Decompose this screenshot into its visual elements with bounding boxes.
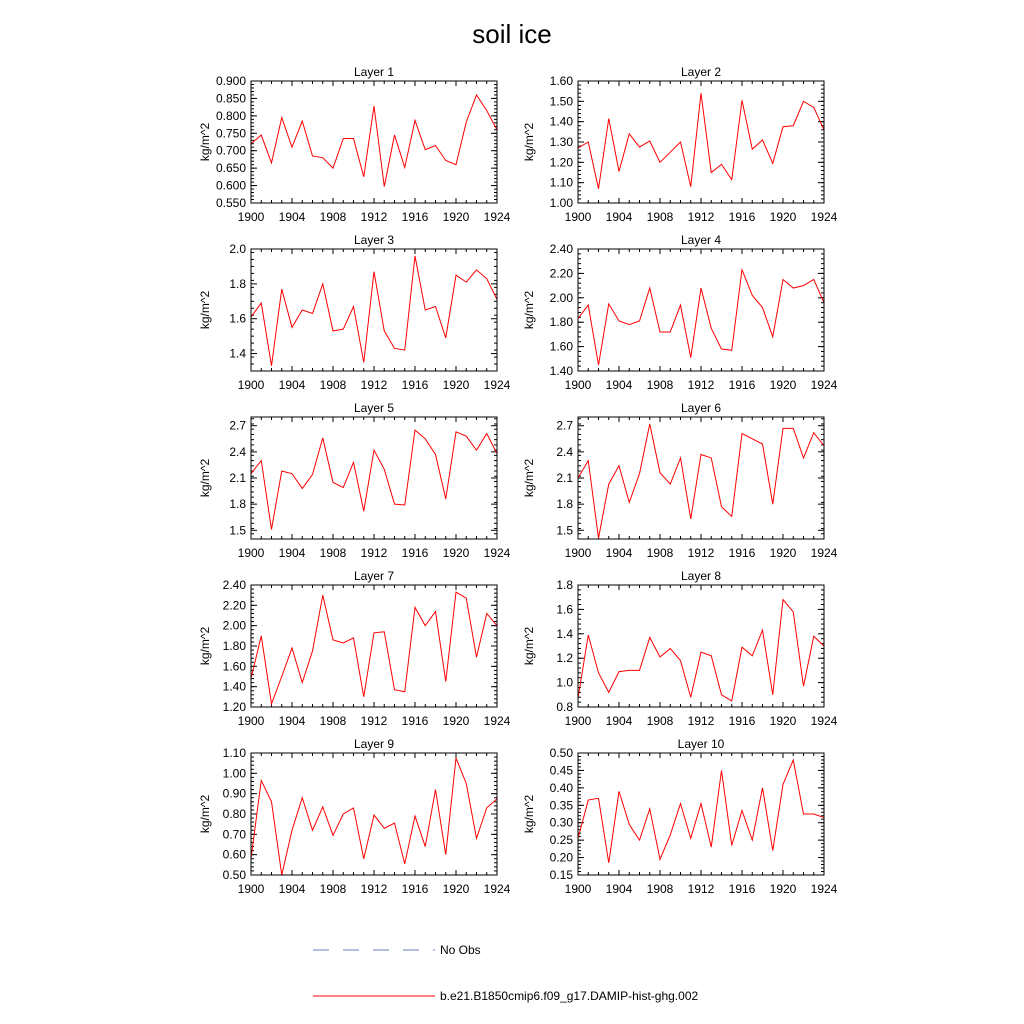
y-tick-label: 1.50 — [549, 94, 573, 109]
y-tick-label: 0.35 — [549, 798, 573, 813]
x-tick-label: 1916 — [728, 546, 756, 560]
y-tick-label: 0.8 — [556, 700, 573, 714]
plot-frame — [578, 249, 824, 371]
x-tick-label: 1916 — [401, 546, 429, 560]
x-tick-label: 1900 — [564, 882, 592, 896]
panel-title: Layer 7 — [353, 569, 395, 583]
x-tick-label: 1908 — [319, 546, 347, 560]
panel-title: Layer 1 — [353, 65, 395, 79]
x-tick-label: 1904 — [278, 546, 306, 560]
y-tick-label: 1.8 — [229, 276, 246, 291]
panel-layer-10 — [522, 737, 838, 896]
x-tick-label: 1904 — [605, 210, 633, 224]
x-tick-label: 1900 — [237, 210, 265, 224]
x-tick-label: 1908 — [319, 714, 347, 728]
x-tick-label: 1920 — [442, 882, 470, 896]
y-tick-label: 1.60 — [549, 74, 573, 88]
x-tick-label: 1920 — [769, 378, 797, 392]
y-axis-label: kg/m^2 — [198, 458, 212, 498]
y-tick-label: 0.850 — [215, 91, 246, 106]
x-tick-label: 1916 — [728, 210, 756, 224]
x-tick-label: 1912 — [360, 882, 388, 896]
y-tick-label: 0.70 — [222, 827, 246, 842]
x-tick-label: 1916 — [401, 210, 429, 224]
panel-layer-1 — [198, 65, 511, 224]
x-tick-label: 1920 — [769, 882, 797, 896]
y-tick-label: 2.40 — [549, 242, 573, 256]
y-tick-label: 1.10 — [549, 175, 573, 190]
panel-layer-5 — [198, 401, 511, 560]
x-tick-label: 1912 — [687, 546, 715, 560]
panel-title: Layer 10 — [677, 737, 725, 751]
y-tick-label: 0.25 — [549, 833, 573, 848]
x-tick-label: 1904 — [278, 378, 306, 392]
x-tick-label: 1908 — [646, 882, 674, 896]
series-line-1 — [578, 600, 824, 701]
y-tick-label: 1.5 — [229, 523, 246, 538]
y-axis-label: kg/m^2 — [522, 794, 536, 834]
x-tick-label: 1924 — [810, 378, 838, 392]
x-tick-label: 1924 — [483, 210, 511, 224]
y-tick-label: 1.80 — [549, 315, 573, 330]
panel-title: Layer 5 — [353, 401, 395, 415]
y-tick-label: 1.4 — [229, 346, 246, 361]
x-tick-label: 1900 — [564, 378, 592, 392]
series-line-1 — [251, 430, 497, 529]
y-tick-label: 1.80 — [222, 639, 246, 653]
series-line-1 — [578, 760, 824, 863]
x-tick-label: 1908 — [646, 546, 674, 560]
x-tick-label: 1920 — [442, 546, 470, 560]
x-tick-label: 1916 — [401, 714, 429, 728]
y-tick-label: 1.6 — [229, 311, 246, 326]
y-axis-label: kg/m^2 — [198, 626, 212, 666]
panel-title: Layer 8 — [680, 569, 722, 583]
x-tick-label: 1920 — [769, 714, 797, 728]
panel-title: Layer 4 — [680, 233, 722, 247]
x-tick-label: 1900 — [237, 546, 265, 560]
x-tick-label: 1900 — [564, 210, 592, 224]
y-tick-label: 1.8 — [229, 497, 246, 512]
y-axis-label: kg/m^2 — [198, 794, 212, 834]
x-tick-label: 1900 — [237, 882, 265, 896]
panel-layer-4 — [522, 233, 838, 392]
series-line-1 — [251, 758, 497, 875]
y-axis-label: kg/m^2 — [522, 626, 536, 666]
y-tick-label: 1.60 — [549, 339, 573, 354]
y-tick-label: 2.20 — [549, 266, 573, 281]
y-tick-label: 0.60 — [222, 847, 246, 862]
y-tick-label: 1.20 — [222, 700, 246, 714]
x-tick-label: 1924 — [483, 882, 511, 896]
panel-layer-3 — [198, 233, 511, 392]
y-tick-label: 0.15 — [549, 868, 573, 882]
x-tick-label: 1912 — [360, 378, 388, 392]
y-tick-label: 0.600 — [215, 178, 246, 193]
y-tick-label: 1.20 — [549, 155, 573, 170]
y-tick-label: 2.40 — [222, 578, 246, 592]
y-tick-label: 0.700 — [215, 143, 246, 158]
x-tick-label: 1924 — [810, 546, 838, 560]
y-tick-label: 1.40 — [549, 364, 573, 378]
series-line-1 — [251, 256, 497, 366]
y-tick-label: 2.20 — [222, 598, 246, 613]
legend-model-label: b.e21.B1850cmip6.f09_g17.DAMIP-hist-ghg.002 — [440, 989, 699, 1003]
x-tick-label: 1904 — [605, 546, 633, 560]
x-tick-label: 1912 — [360, 210, 388, 224]
y-tick-label: 1.4 — [556, 626, 573, 641]
x-tick-label: 1904 — [605, 714, 633, 728]
x-tick-label: 1900 — [564, 546, 592, 560]
y-tick-label: 0.900 — [215, 74, 246, 88]
series-line-1 — [578, 270, 824, 365]
y-tick-label: 0.750 — [215, 126, 246, 141]
series-line-1 — [578, 93, 824, 189]
y-axis-label: kg/m^2 — [198, 290, 212, 330]
y-tick-label: 1.8 — [556, 497, 573, 512]
x-tick-label: 1924 — [810, 714, 838, 728]
y-tick-label: 1.40 — [222, 679, 246, 694]
y-tick-label: 0.90 — [222, 786, 246, 801]
x-tick-label: 1912 — [687, 378, 715, 392]
panel-title: Layer 6 — [680, 401, 722, 415]
x-tick-label: 1904 — [278, 882, 306, 896]
y-tick-label: 1.2 — [556, 651, 573, 666]
x-tick-label: 1904 — [605, 882, 633, 896]
x-tick-label: 1916 — [401, 378, 429, 392]
plot-frame — [578, 753, 824, 875]
y-axis-label: kg/m^2 — [522, 122, 536, 162]
y-tick-label: 1.6 — [556, 602, 573, 617]
x-tick-label: 1912 — [687, 882, 715, 896]
y-tick-label: 1.0 — [556, 675, 573, 690]
y-tick-label: 1.5 — [556, 523, 573, 538]
plot-frame — [251, 81, 497, 203]
y-tick-label: 1.40 — [549, 114, 573, 129]
x-tick-label: 1916 — [728, 882, 756, 896]
y-tick-label: 0.50 — [222, 868, 246, 882]
y-axis-label: kg/m^2 — [198, 122, 212, 162]
plot-frame — [251, 417, 497, 539]
y-tick-label: 2.7 — [556, 418, 573, 433]
x-tick-label: 1916 — [728, 378, 756, 392]
y-axis-label: kg/m^2 — [522, 458, 536, 498]
panel-title: Layer 9 — [353, 737, 395, 751]
x-tick-label: 1924 — [810, 210, 838, 224]
x-tick-label: 1916 — [401, 882, 429, 896]
y-tick-label: 2.4 — [556, 444, 573, 459]
x-tick-label: 1920 — [769, 210, 797, 224]
y-tick-label: 2.0 — [229, 242, 246, 256]
series-line-1 — [578, 424, 824, 538]
y-axis-label: kg/m^2 — [522, 290, 536, 330]
y-tick-label: 1.10 — [222, 746, 246, 760]
x-tick-label: 1920 — [442, 378, 470, 392]
y-tick-label: 0.30 — [549, 815, 573, 830]
y-tick-label: 2.1 — [556, 471, 573, 485]
y-tick-label: 0.40 — [549, 780, 573, 795]
y-tick-label: 1.8 — [556, 578, 573, 592]
x-tick-label: 1904 — [278, 210, 306, 224]
y-tick-label: 0.45 — [549, 763, 573, 778]
legend-obs-label: No Obs — [440, 943, 481, 957]
x-tick-label: 1924 — [483, 546, 511, 560]
panel-title: Layer 2 — [680, 65, 722, 79]
y-tick-label: 0.50 — [549, 746, 573, 760]
panel-layer-6 — [522, 401, 838, 560]
plot-frame — [251, 585, 497, 707]
x-tick-label: 1920 — [442, 210, 470, 224]
y-tick-label: 2.00 — [549, 290, 573, 305]
x-tick-label: 1924 — [483, 714, 511, 728]
series-line-1 — [251, 592, 497, 704]
x-tick-label: 1900 — [237, 378, 265, 392]
x-tick-label: 1900 — [237, 714, 265, 728]
x-tick-label: 1916 — [728, 714, 756, 728]
y-tick-label: 2.1 — [229, 471, 246, 485]
panels — [198, 65, 838, 896]
x-tick-label: 1912 — [687, 714, 715, 728]
y-tick-label: 1.60 — [222, 659, 246, 674]
x-tick-label: 1908 — [319, 210, 347, 224]
panel-layer-2 — [522, 65, 838, 224]
x-tick-label: 1908 — [646, 378, 674, 392]
panel-layer-7 — [198, 569, 511, 728]
panel-layer-8 — [522, 569, 838, 728]
x-tick-label: 1900 — [564, 714, 592, 728]
y-tick-label: 0.800 — [215, 108, 246, 123]
panel-title: Layer 3 — [353, 233, 395, 247]
figure-title: soil ice — [472, 19, 552, 49]
y-tick-label: 0.20 — [549, 850, 573, 865]
y-tick-label: 1.00 — [222, 766, 246, 781]
y-tick-label: 2.00 — [222, 618, 246, 633]
x-tick-label: 1908 — [319, 882, 347, 896]
y-tick-label: 0.80 — [222, 807, 246, 821]
x-tick-label: 1912 — [360, 546, 388, 560]
plot-frame — [251, 753, 497, 875]
plot-frame — [578, 417, 824, 539]
plot-frame — [578, 81, 824, 203]
x-tick-label: 1912 — [360, 714, 388, 728]
x-tick-label: 1920 — [769, 546, 797, 560]
x-tick-label: 1908 — [319, 378, 347, 392]
x-tick-label: 1904 — [605, 378, 633, 392]
plot-frame — [251, 249, 497, 371]
x-tick-label: 1904 — [278, 714, 306, 728]
y-tick-label: 2.4 — [229, 444, 246, 459]
x-tick-label: 1924 — [810, 882, 838, 896]
plot-frame — [578, 585, 824, 707]
x-tick-label: 1908 — [646, 714, 674, 728]
y-tick-label: 1.30 — [549, 135, 573, 149]
panel-layer-9 — [198, 737, 511, 896]
legend — [313, 943, 698, 1003]
x-tick-label: 1912 — [687, 210, 715, 224]
y-tick-label: 0.650 — [215, 161, 246, 176]
x-tick-label: 1924 — [483, 378, 511, 392]
x-tick-label: 1920 — [442, 714, 470, 728]
y-tick-label: 0.550 — [215, 196, 246, 210]
y-tick-label: 2.7 — [229, 418, 246, 433]
x-tick-label: 1908 — [646, 210, 674, 224]
y-tick-label: 1.00 — [549, 196, 573, 210]
series-line-1 — [251, 95, 497, 187]
